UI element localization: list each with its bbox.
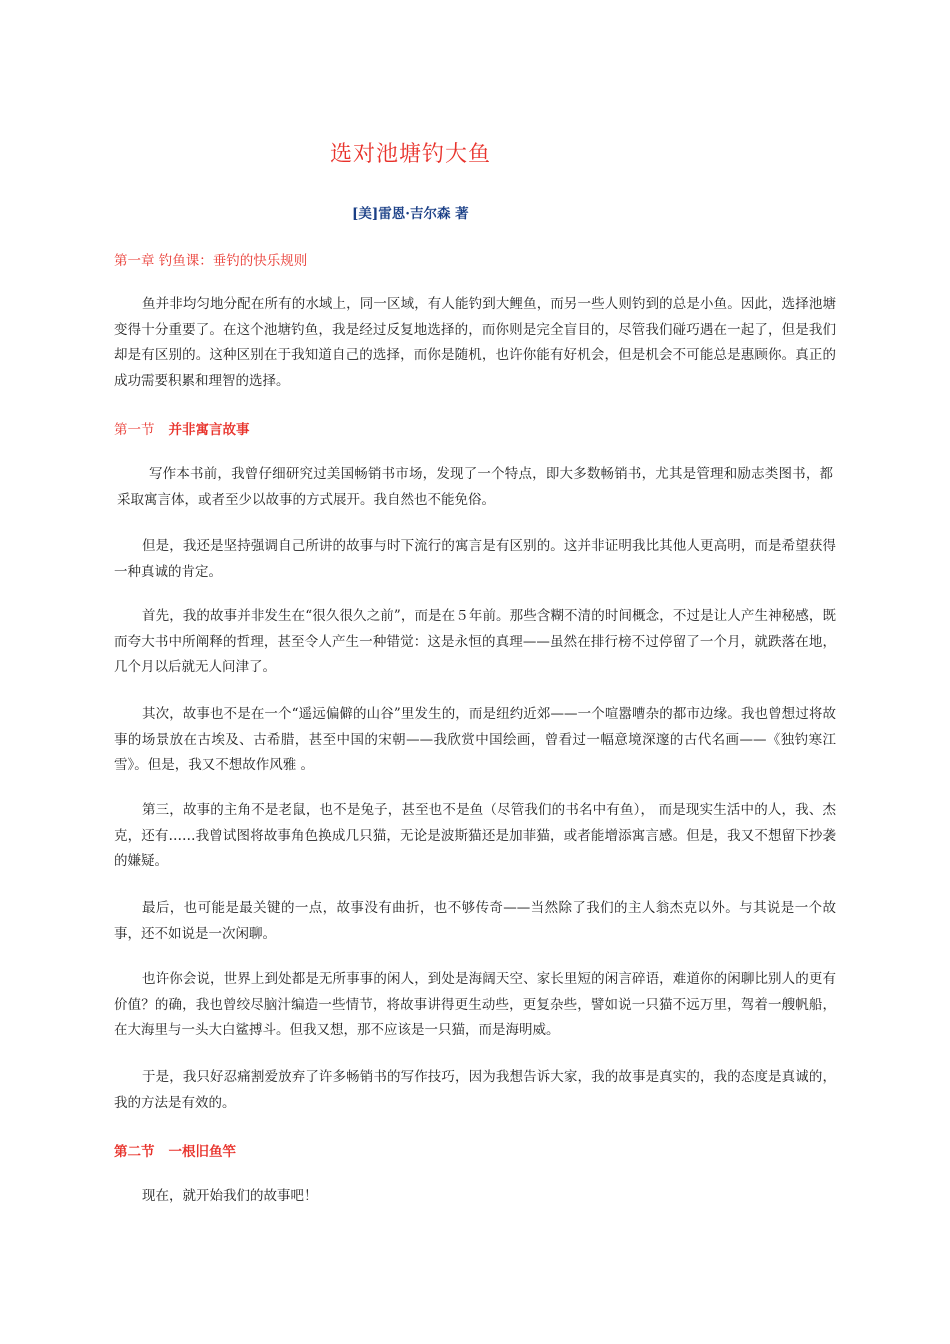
- section-title: 一根旧鱼竿: [168, 1144, 236, 1160]
- paragraph: 也许你会说，世界上到处都是无所事事的闲人，到处是海阔天空、家长里短的闲言碎语，难道你的闲聊比别人的更有价值？的确，我也曾绞尽脑汁编造一些情节，将故事讲得更生动些，更复杂些，譬如说一只猫不远万里，驾着一艘帆船，在大海里与一头大白鲨搏斗。但我又想，那不应该是一只猫，而是海明威。: [114, 971, 836, 1038]
- paragraph: 现在，就开始我们的故事吧！: [142, 1188, 318, 1204]
- intro-paragraph: 鱼并非均匀地分配在所有的水域上，同一区域，有人能钓到大鲤鱼，而另一些人则钓到的总是小鱼。因此，选择池塘变得十分重要了。在这个池塘钓鱼，我是经过反复地选择的，而你则是完全盲目的，尽管我们碰巧遇在一起了，但是我们却是有区别的。这种区别在于我知道自己的选择，而你是随机，也许你能有好机会，但是机会不可能总是惠顾你。真正的成功需要积累和理智的选择。: [114, 296, 836, 389]
- paragraph: 但是，我还是坚持强调自己所讲的故事与时下流行的寓言是有区别的。这并非证明我比其他人更高明，而是希望获得一种真诚的肯定。: [114, 538, 836, 580]
- section-number: 第二节: [114, 1144, 155, 1160]
- chapter-heading: 第一章 钓鱼课：垂钓的快乐规则: [114, 253, 308, 269]
- section-heading-1: [114, 418, 250, 438]
- paragraph: 于是，我只好忍痛割爱放弃了许多畅销书的写作技巧，因为我想告诉大家，我的故事是真实的，我的态度是真诚的，我的方法是有效的。: [114, 1069, 836, 1111]
- section-title: 并非寓言故事: [168, 422, 250, 438]
- paragraph: 最后，也可能是最关键的一点，故事没有曲折，也不够传奇——当然除了我们的主人翁杰克以外。与其说是一个故事，还不如说是一次闲聊。: [114, 900, 836, 942]
- paragraph: 首先，我的故事并非发生在“很久很久之前”，而是在５年前。那些含糊不清的时间概念，不过是让人产生神秘感，既而夸大书中所阐释的哲理，甚至令人产生一种错觉：这是永恒的真理——虽然在排行榜不过停留了一个月，就跌落在地，几个月以后就无人问津了。: [114, 608, 836, 675]
- author-line: [美]雷恩·吉尔森 著: [352, 206, 469, 222]
- paragraph: 其次，故事也不是在一个“遥远偏僻的山谷”里发生的，而是纽约近郊——一个喧嚣嘈杂的都市边缘。我也曾想过将故事的场景放在古埃及、古希腊，甚至中国的宋朝——我欣赏中国绘画，曾看过一幅意境深邃的古代名画——《独钓寒江雪》。但是，我又不想故作风雅 。: [114, 706, 836, 773]
- section-number: 第一节: [114, 422, 155, 438]
- paragraph: 第三，故事的主角不是老鼠，也不是兔子，甚至也不是鱼（尽管我们的书名中有鱼）， 而是现实生活中的人，我、杰克，还有……我曾试图将故事角色换成几只猫，无论是波斯猫还是加菲猫，或者能增添寓言感。但是，我又不想留下抄袭的嫌疑。: [114, 802, 836, 869]
- paragraph: 写作本书前，我曾仔细研究过美国畅销书市场，发现了一个特点，即大多数畅销书，尤其是管理和励志类图书，都采取寓言体，或者至少以故事的方式展开。我自然也不能免俗。: [117, 466, 833, 508]
- section-heading-2: [114, 1140, 236, 1160]
- book-title: 选对池塘钓大鱼: [330, 142, 492, 167]
